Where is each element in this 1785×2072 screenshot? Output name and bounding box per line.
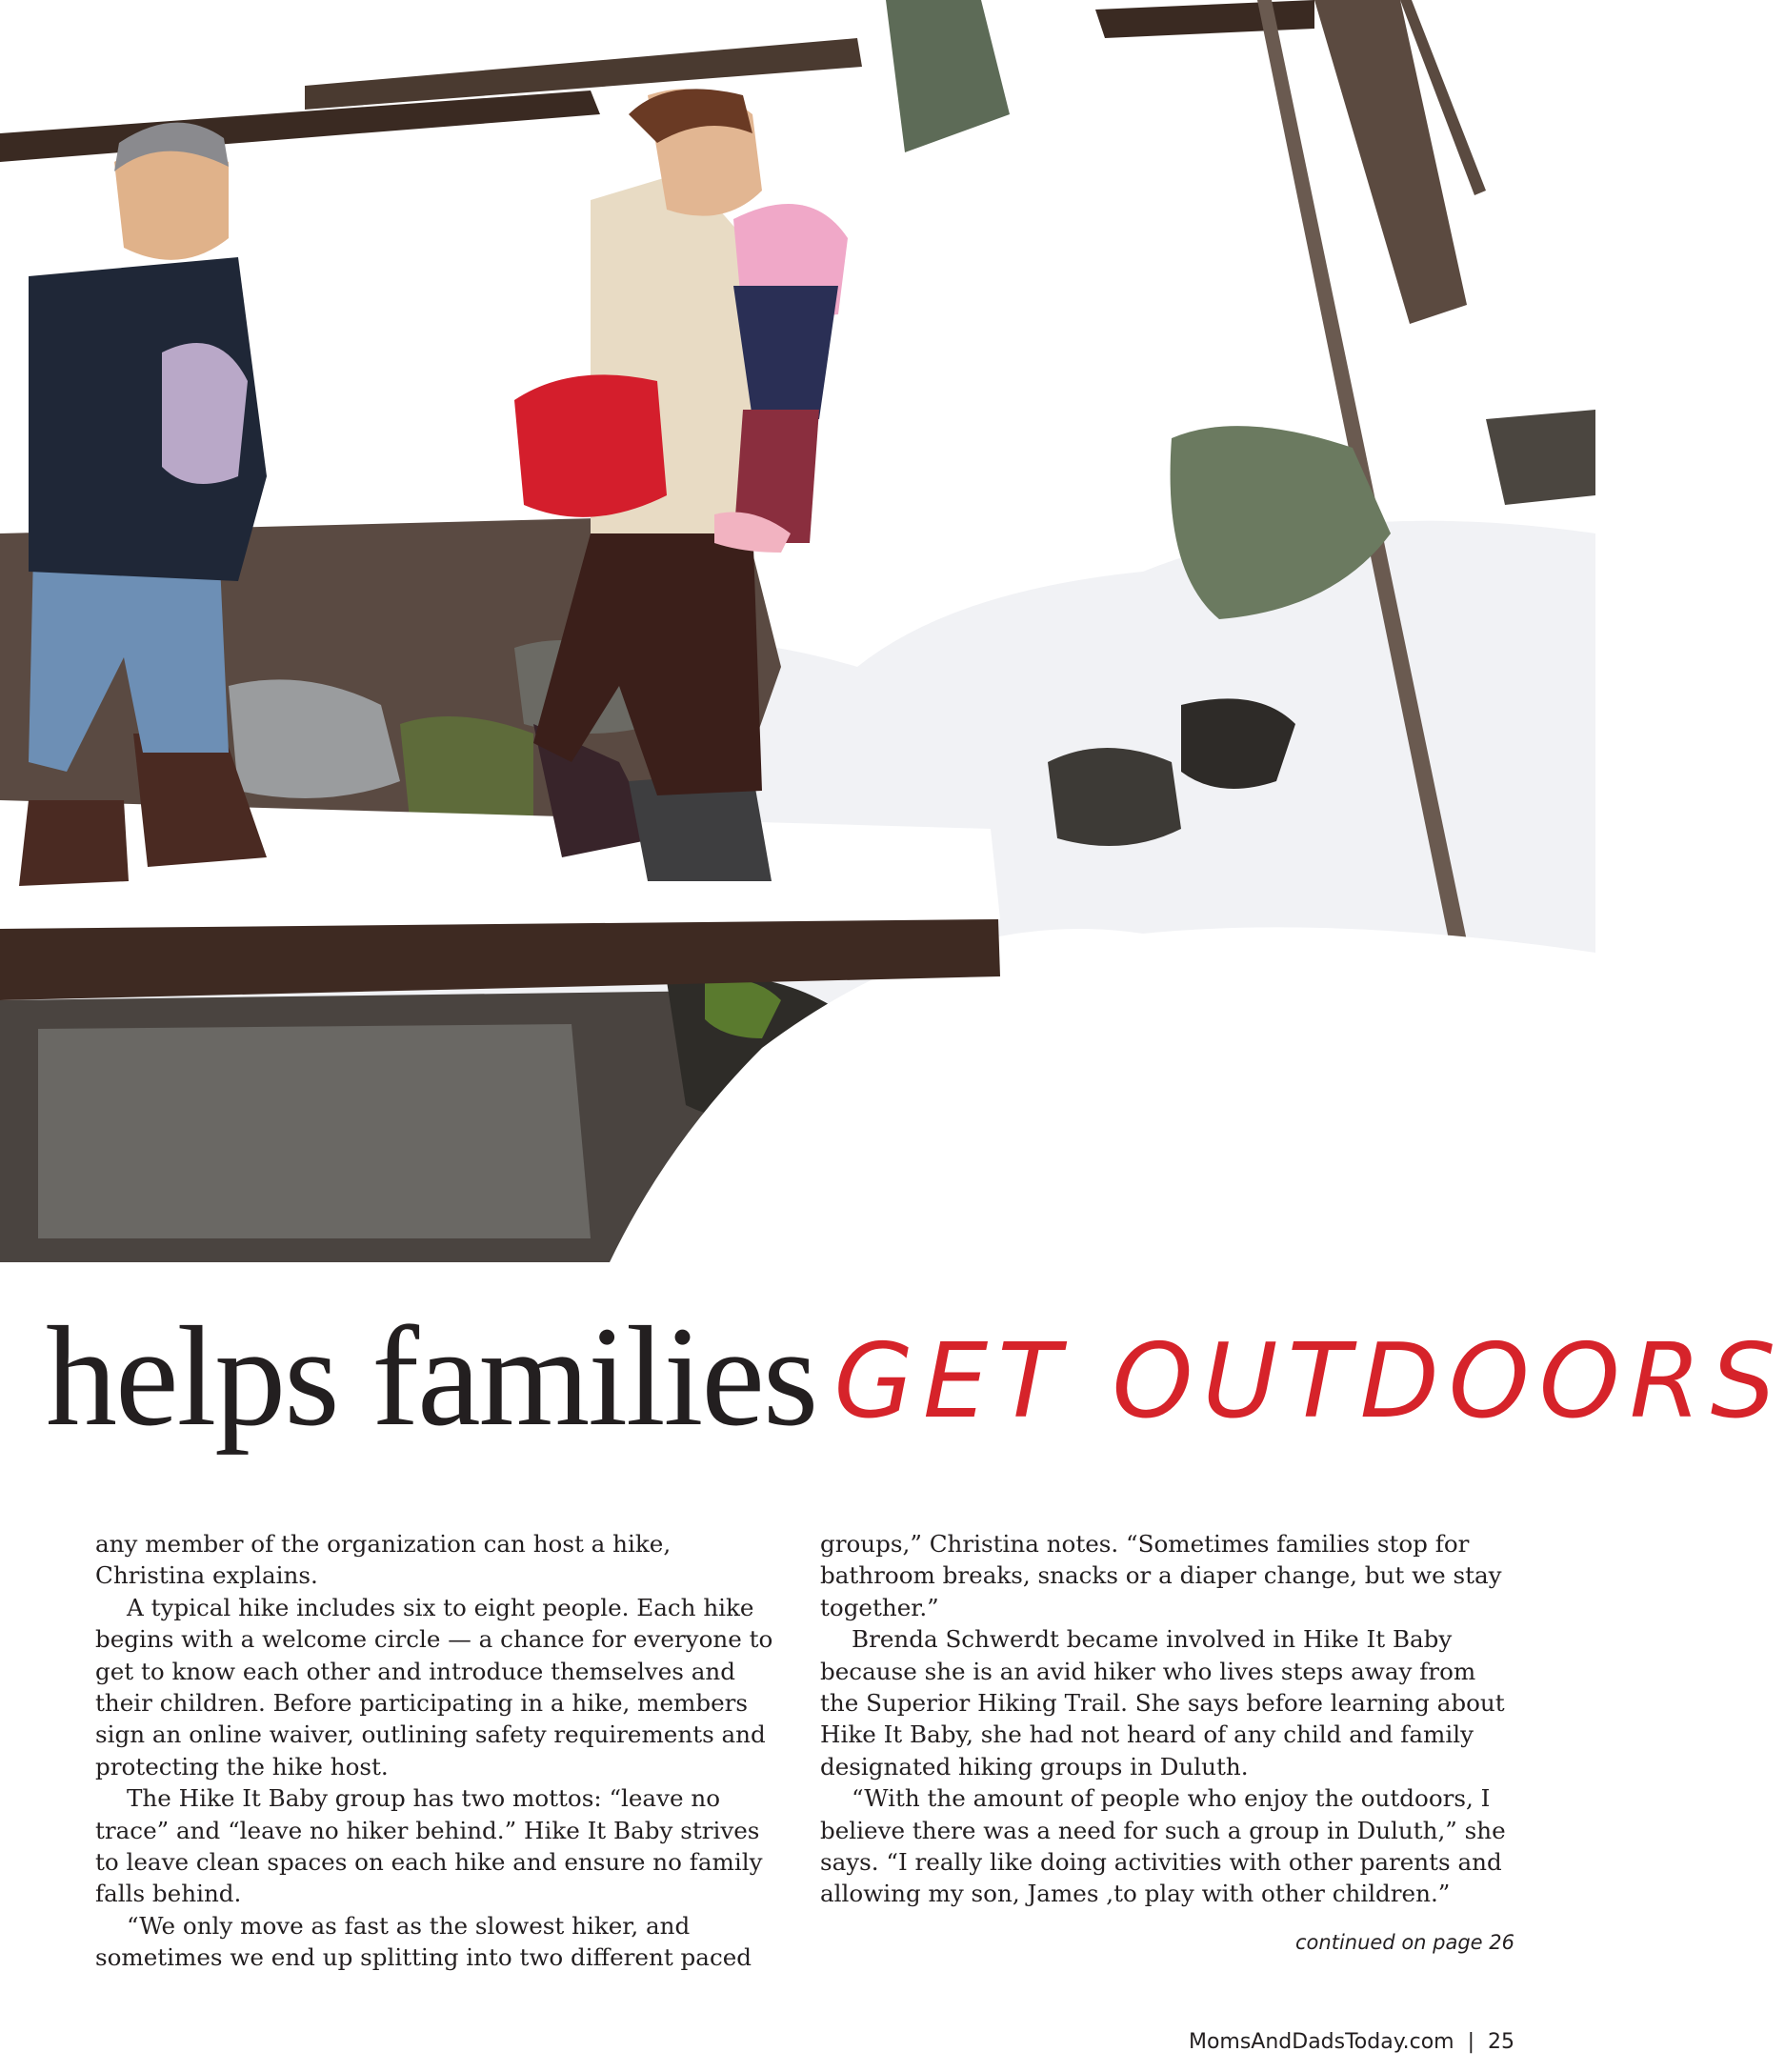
left-paragraph-1: any member of the organization can host a hike, Christina explains. (95, 1530, 672, 1590)
article-column-right (820, 1528, 1508, 1910)
footer-separator: | (1467, 2030, 1474, 2054)
headline-serif-text: helps families (46, 1298, 817, 1456)
right-paragraph-1: groups,” Christina notes. “Sometimes families stop for bathroom breaks, snacks or a diaper change, but we stay together.” (820, 1530, 1502, 1621)
footer-site-name: MomsAndDadsToday.com (1188, 2030, 1454, 2054)
left-paragraph-2: A typical hike includes six to eight people. Each hike begins with a welcome circle — a chance for everyone to get to know each other and introduce themselves and their children. Before participating in a hike, members sign an online waiver, outlining safety requirements and protecting the hike host. (95, 1593, 773, 1780)
left-paragraph-3: The Hike It Baby group has two mottos: “leave no trace” and “leave no hiker behind.” Hike It Baby strives to leave clean spaces on each hike and ensure no family falls behind. (95, 1784, 763, 1908)
article-column-left (95, 1528, 783, 1974)
left-paragraph-4: “We only move as fast as the slowest hiker, and sometimes we end up splitting into two different paced (95, 1911, 752, 1972)
page-footer (1189, 2030, 1514, 2054)
continued-note: continued on page 26 (1295, 1931, 1514, 1954)
page-number: 25 (1488, 2030, 1514, 2054)
right-paragraph-2: Brenda Schwerdt became involved in Hike It Baby because she is an avid hiker who lives steps away from the Superior Hiking Trail. She says before learning about Hike It Baby, she had not heard of any child and family designated hiking groups in Duluth. (820, 1625, 1505, 1780)
headline-accent-text: GET OUTDOORS (833, 1322, 1785, 1441)
headline (46, 1298, 1785, 1456)
right-paragraph-3: “With the amount of people who enjoy the outdoors, I believe there was a need for such a group in Duluth,” she says. “I really like doing activities with other parents and allowing my son, James ,to play with other children.” (820, 1784, 1506, 1908)
